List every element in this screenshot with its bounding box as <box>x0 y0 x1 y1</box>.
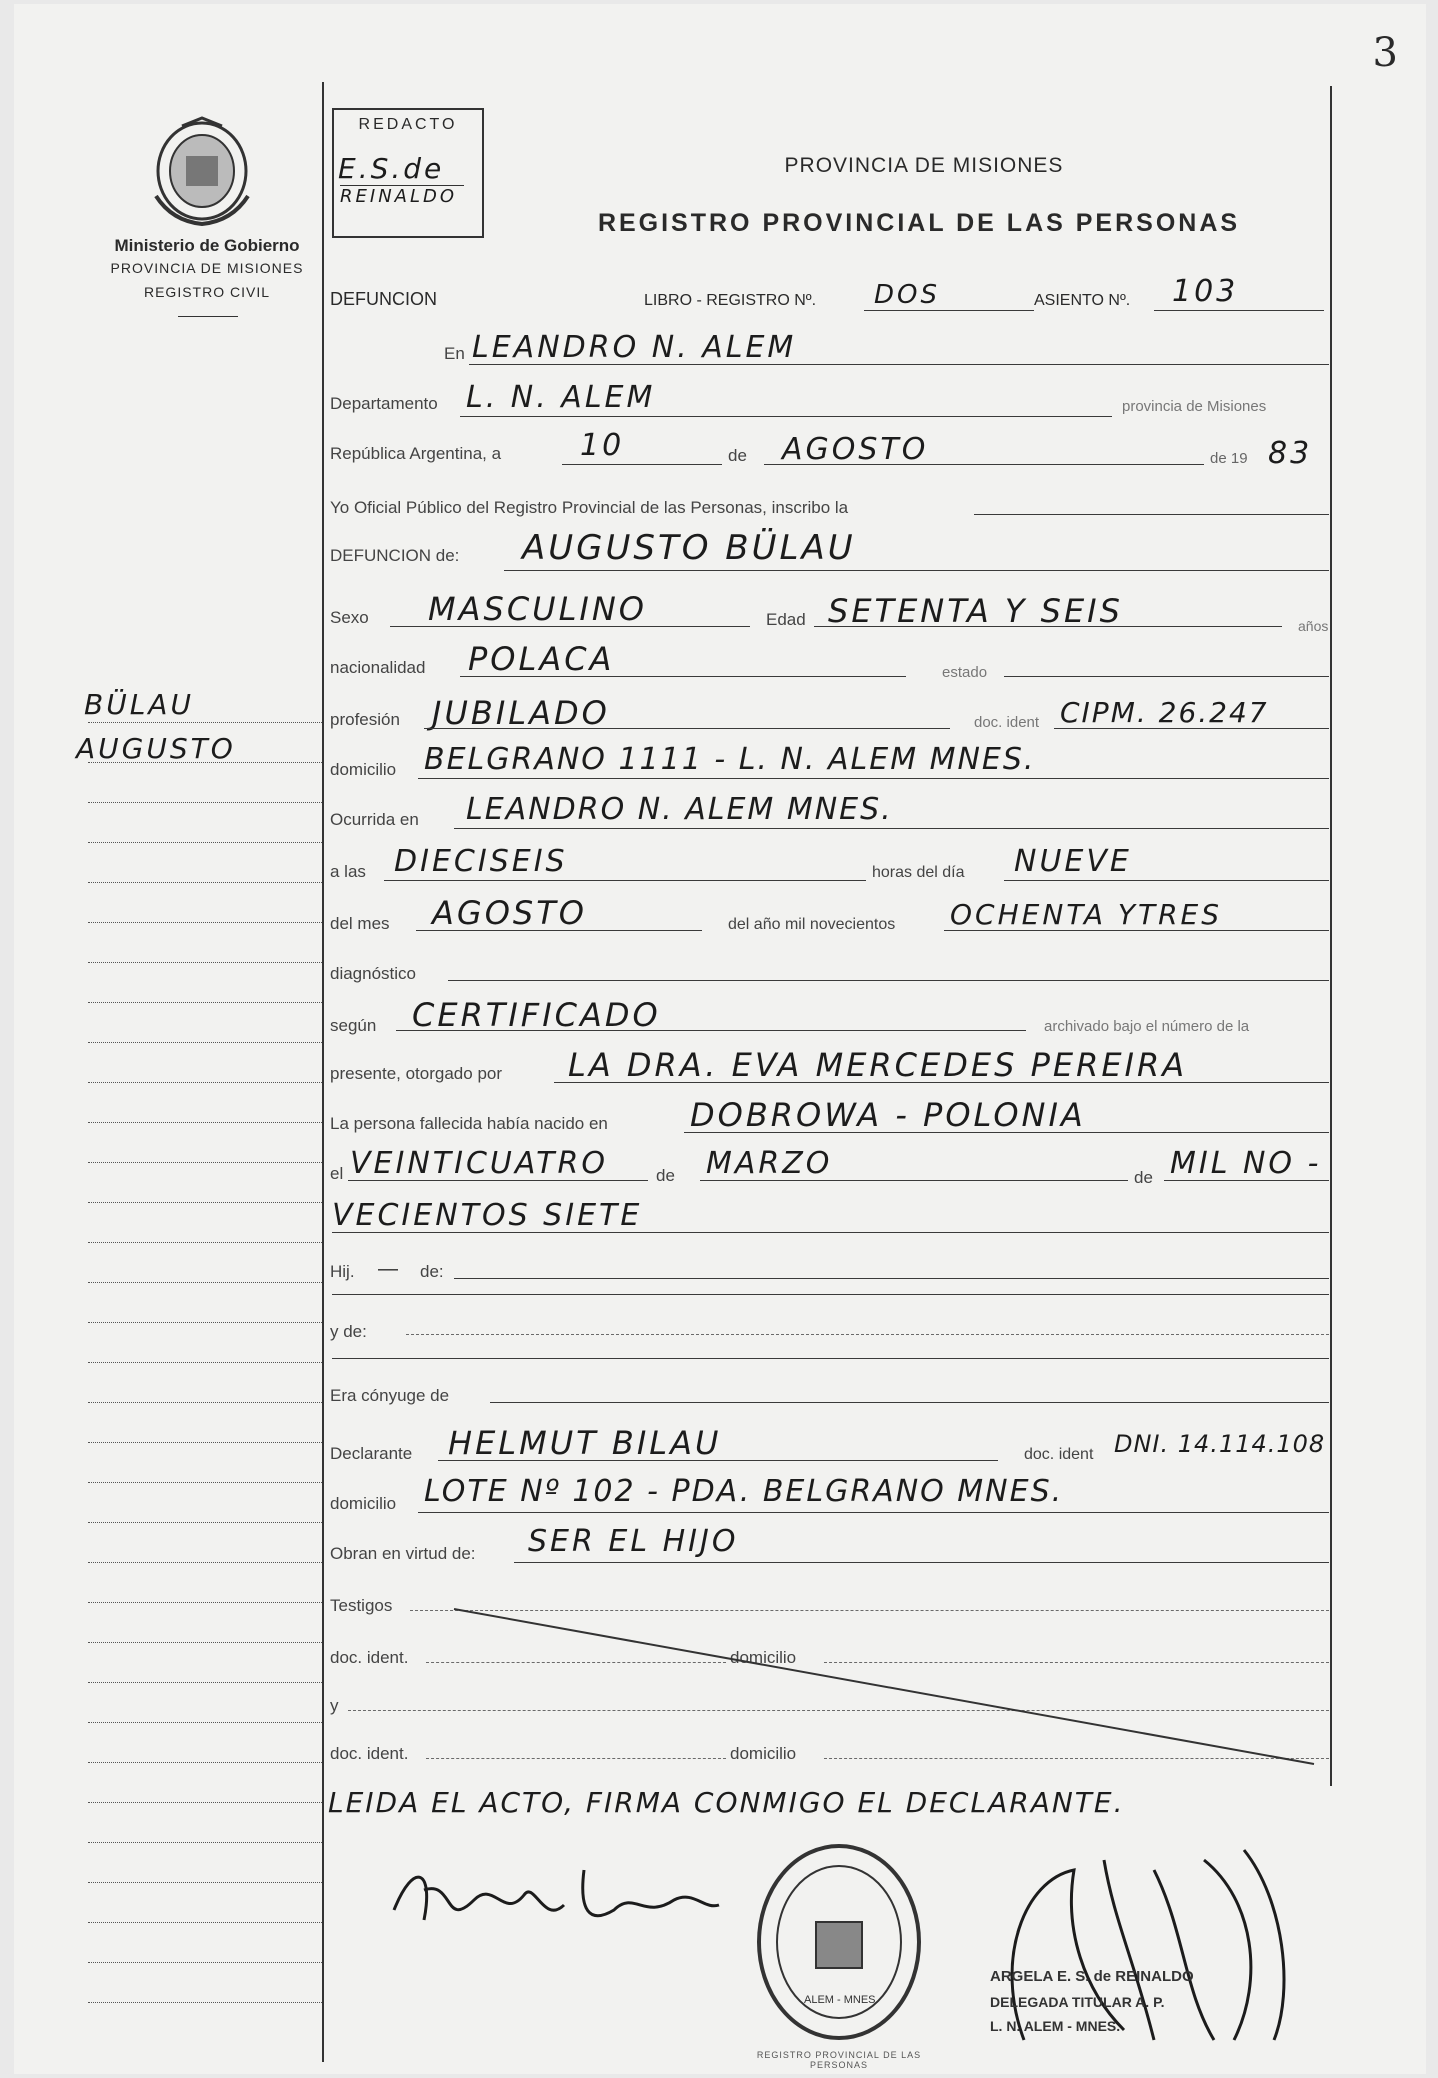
domicilio-value: BELGRANO 1111 - L. N. ALEM MNES. <box>424 742 1036 777</box>
closing-text: LEIDA EL ACTO, FIRMA CONMIGO EL DECLARANTE. <box>328 1786 1125 1819</box>
departamento-label: Departamento <box>330 394 438 413</box>
segun-label: según <box>330 1016 377 1035</box>
anio-cont-value: VECIENTOS SIETE <box>332 1198 643 1233</box>
obran-label: Obran en virtud de: <box>330 1544 476 1563</box>
el-value: VEINTICUATRO <box>350 1146 608 1181</box>
registry-label: REGISTRO CIVIL <box>143 284 271 300</box>
archivado-label: archivado bajo el número de la <box>1044 1018 1250 1035</box>
header-province: PROVINCIA DE MISIONES <box>784 154 1064 177</box>
de19-label: de 19 <box>1210 450 1248 467</box>
sidebar-divider <box>178 316 238 317</box>
presente-label: presente, otorgado por <box>330 1064 503 1083</box>
y-label: y <box>330 1696 339 1715</box>
coat-of-arms-icon <box>142 116 262 236</box>
declarante-dom-value: LOTE Nº 102 - PDA. BELGRANO MNES. <box>424 1474 1064 1509</box>
right-frame-line <box>1330 86 1332 1786</box>
province-label: PROVINCIA DE MISIONES <box>110 260 304 276</box>
nacido-value: DOBROWA - POLONIA <box>690 1096 1086 1134</box>
conyuge-label: Era cónyuge de <box>330 1386 450 1405</box>
ministry-label: Ministerio de Gobierno <box>114 236 300 255</box>
ano-mil-value: OCHENTA YTRES <box>950 898 1222 931</box>
redacto-box <box>332 108 484 238</box>
header-registry: REGISTRO PROVINCIAL DE LAS PERSONAS <box>597 209 1241 237</box>
del-mes-value: AGOSTO <box>432 894 587 932</box>
horas-label: horas del día <box>872 864 965 881</box>
declarante-label: Declarante <box>330 1444 413 1463</box>
libro-label: LIBRO - REGISTRO Nº. <box>644 292 817 309</box>
libro-value: DOS <box>874 280 940 310</box>
de-anio-value: MIL NO - <box>1170 1146 1322 1181</box>
domicilio-2-label: domicilio <box>730 1744 797 1763</box>
segun-value: CERTIFICADO <box>412 996 661 1034</box>
declarante-doc-value: DNI. 14.114.108 <box>1114 1430 1326 1458</box>
el-label: el <box>330 1164 344 1183</box>
left-frame-line <box>322 82 324 2062</box>
anio-value: 83 <box>1268 436 1313 471</box>
official-stamp-line-3: L. N. ALEM - MNES. <box>990 2018 1121 2034</box>
page-number: 3 <box>1372 30 1398 76</box>
redacto-line-1: E.S.de <box>338 152 445 185</box>
mes-value: AGOSTO <box>782 432 929 467</box>
departamento-value: L. N. ALEM <box>466 380 656 415</box>
hij-label: Hij. <box>330 1262 355 1281</box>
doc-ident-1-label: doc. ident. <box>330 1648 409 1667</box>
anos-label: años <box>1298 618 1329 634</box>
nacido-label: La persona fallecida había nacido en <box>330 1114 608 1133</box>
de-label: de <box>728 446 747 465</box>
ocurrida-value: LEANDRO N. ALEM MNES. <box>466 792 893 827</box>
en-value: LEANDRO N. ALEM <box>472 330 797 365</box>
nacionalidad-value: POLACA <box>468 640 615 678</box>
domicilio-label: domicilio <box>330 760 397 779</box>
edad-value: SETENTA Y SEIS <box>828 592 1123 630</box>
redacto-line-2: REINALDO <box>340 185 464 207</box>
provincia-label: provincia de Misiones <box>1122 398 1267 415</box>
declarante-doc-label: doc. ident <box>1024 1446 1094 1463</box>
testigos-cancel-stroke <box>434 1604 1334 1774</box>
declarante-signature <box>384 1850 724 1945</box>
en-label: En <box>444 344 465 363</box>
hij-de-label: de: <box>420 1262 444 1281</box>
profesion-label: profesión <box>330 710 400 729</box>
margin-given-name: AUGUSTO <box>76 732 236 765</box>
estado-label: estado <box>942 664 988 681</box>
profesion-value: JUBILADO <box>432 694 610 732</box>
margin-surname: BÜLAU <box>84 688 194 721</box>
defuncion-de-value: AUGUSTO BÜLAU <box>522 528 856 568</box>
y-de-label: y de: <box>330 1322 367 1341</box>
dia-text-value: NUEVE <box>1014 844 1132 879</box>
declarante-dom-label: domicilio <box>330 1494 397 1513</box>
a-las-value: DIECISEIS <box>394 844 568 879</box>
a-las-label: a las <box>330 862 366 881</box>
sexo-label: Sexo <box>330 608 369 627</box>
doc-ident-value: CIPM. 26.247 <box>1060 696 1269 729</box>
stamp-sub: ALEM - MNES. <box>804 1994 879 2006</box>
de-mes-label: de <box>656 1166 675 1185</box>
obran-value: SER EL HIJO <box>528 1524 739 1559</box>
dia-value: 10 <box>580 428 625 463</box>
republica-label: República Argentina, a <box>330 444 502 463</box>
stamp-text: REGISTRO PROVINCIAL DE LAS PERSONAS <box>756 2050 922 2070</box>
de-anio-label: de <box>1134 1168 1153 1187</box>
asiento-label: ASIENTO Nº. <box>1034 292 1131 309</box>
registry-stamp <box>754 1842 924 2047</box>
act-type: DEFUNCION <box>330 289 437 309</box>
official-stamp-line-2: DELEGADA TITULAR A. P. <box>990 1994 1165 2010</box>
sexo-value: MASCULINO <box>428 590 647 628</box>
ano-mil-label: del año mil novecientos <box>728 916 896 933</box>
edad-label: Edad <box>766 610 806 629</box>
doc-ident-label: doc. ident <box>974 714 1040 731</box>
presente-value: LA DRA. EVA MERCEDES PEREIRA <box>568 1046 1188 1084</box>
domicilio-1-label: domicilio <box>730 1648 797 1667</box>
hij-value: — <box>378 1258 398 1280</box>
ocurrida-label: Ocurrida en <box>330 810 419 829</box>
official-stamp-line-1: ARGELA E. S. de REINALDO <box>990 1968 1194 1985</box>
asiento-value: 103 <box>1172 274 1239 309</box>
doc-ident-2-label: doc. ident. <box>330 1744 409 1763</box>
testigos-label: Testigos <box>330 1596 393 1615</box>
nacionalidad-label: nacionalidad <box>330 658 426 677</box>
del-mes-label: del mes <box>330 914 390 933</box>
redacto-label: REDACTO <box>358 116 458 133</box>
oficial-text: Yo Oficial Público del Registro Provincial de las Personas, inscribo la <box>330 498 849 517</box>
diagnostico-label: diagnóstico <box>330 964 417 983</box>
document-page <box>14 4 1426 2074</box>
de-mes-value: MARZO <box>706 1146 833 1181</box>
declarante-value: HELMUT BILAU <box>448 1424 722 1462</box>
defuncion-de-label: DEFUNCION de: <box>330 546 460 565</box>
